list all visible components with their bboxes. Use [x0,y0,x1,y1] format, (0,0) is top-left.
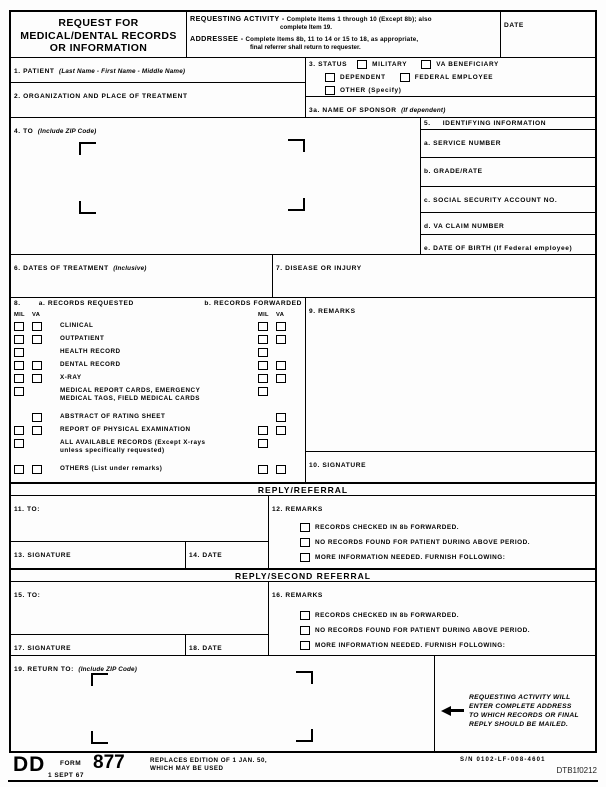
requesting-activity-label: REQUESTING ACTIVITY - [190,14,285,23]
requested-mil-checkbox[interactable] [14,348,24,357]
identifying-number: 5. [424,120,431,127]
replaces-note: REPLACES EDITION OF 1 JAN. 50, WHICH MAY BE USED [150,757,268,772]
remark-option-label: NO RECORDS FOUND FOR PATIENT DURING ABOVE PERIOD. [315,627,531,634]
requesting-activity-instruction: REQUESTING ACTIVITY - Complete Items 1 through 10 (Except 8b); also [190,14,432,23]
forwarded-mil-checkbox[interactable] [258,374,268,383]
requested-mil-checkbox[interactable] [14,439,24,448]
record-row [11,426,305,435]
status-checkbox[interactable] [400,73,410,82]
record-row [11,348,305,357]
mil-column-header: MIL [14,312,25,318]
requested-mil-checkbox[interactable] [14,426,24,435]
second-referral-remarks-label: 16. REMARKS [272,592,323,599]
reply-referral-title: REPLY/REFERRAL [257,485,349,495]
remark-option-label: NO RECORDS FOUND FOR PATIENT DURING ABOVE PERIOD. [315,539,531,546]
status-checkbox[interactable] [325,86,335,95]
forwarded-mil-checkbox[interactable] [258,439,268,448]
form-title-line: REQUEST FOR [58,17,139,29]
record-row [11,322,305,331]
dd-mark: DD [13,753,46,776]
address-bracket-top-right [296,671,313,684]
form-number: 877 [93,752,125,773]
record-row [11,335,305,344]
return-to-field [11,655,595,751]
record-label: REPORT OF PHYSICAL EXAMINATION [60,426,191,433]
ssn-field: c. SOCIAL SECURITY ACCOUNT NO. [421,187,595,213]
organization-label: 2. ORGANIZATION AND PLACE OF TREATMENT [14,93,188,100]
patient-label: 1. PATIENT [14,68,55,75]
checkbox-placeholder [276,387,286,396]
record-label: CLINICAL [60,322,94,329]
status-option-label: FEDERAL EMPLOYEE [414,74,494,81]
requested-mil-checkbox[interactable] [14,361,24,370]
forwarded-va-checkbox[interactable] [276,374,286,383]
forwarded-mil-checkbox[interactable] [258,426,268,435]
requested-va-checkbox[interactable] [32,426,42,435]
remark-checkbox[interactable] [300,538,310,547]
forwarded-mil-checkbox[interactable] [258,348,268,357]
record-label: ALL AVAILABLE RECORDS (Except X-rays unless specifically requested) [60,439,206,454]
status-option-label: DEPENDENT [340,74,386,81]
record-label: HEALTH RECORD [60,348,121,355]
referral-to-field [11,496,269,542]
remark-option-row [300,641,592,650]
identifying-title: IDENTIFYING INFORMATION [442,120,547,127]
requested-va-checkbox[interactable] [32,361,42,370]
sponsor-hint: (If dependent) [401,107,446,114]
second-referral-signature-field [11,635,186,655]
record-row [11,439,305,455]
record-label: OTHERS (List under remarks) [60,465,163,472]
second-referral-band [11,568,595,582]
requested-va-checkbox[interactable] [32,335,42,344]
checkbox-placeholder [14,413,24,422]
referral-signature-label: 13. SIGNATURE [14,552,72,559]
checkbox-placeholder [276,439,286,448]
forwarded-va-checkbox[interactable] [276,465,286,474]
requested-mil-checkbox[interactable] [14,322,24,331]
remark-checkbox[interactable] [300,553,310,562]
status-checkbox[interactable] [325,73,335,82]
sponsor-field [306,97,595,118]
record-row [11,361,305,370]
checkbox-placeholder [258,413,268,422]
instructions-block [187,12,501,58]
record-row [11,387,305,403]
date-of-birth-field: e. DATE OF BIRTH (If Federal employee) [424,245,573,252]
checkbox-placeholder [276,348,286,357]
status-option [421,60,499,69]
address-bracket-top-left [79,142,96,155]
forwarded-va-checkbox[interactable] [276,335,286,344]
addressee-instruction: ADDRESSEE - Complete Items 8b, 11 to 14 or 15 to 18, as appropriate, [190,34,419,43]
referral-date-label: 14. DATE [189,552,223,559]
checkbox-placeholder [32,348,42,357]
status-row [325,86,416,95]
signature-label: 10. SIGNATURE [309,462,367,469]
mil-column-header: MIL [258,312,269,318]
scan-id: DTB1f0212 [556,766,597,775]
remark-option-row [300,523,592,532]
referral-signature-field [11,542,186,568]
referral-date-field [186,542,269,568]
identifying-info-block [421,118,595,255]
grade-rate-field: b. GRADE/RATE [421,158,595,187]
status-option-label: OTHER (Specify) [340,87,402,94]
referral-remarks-label: 12. REMARKS [272,506,323,513]
requesting-activity-instruction-cont: complete Item 19. [280,23,332,31]
address-bracket-bottom-left [91,731,108,744]
to-hint: (Include ZIP Code) [37,128,97,135]
remark-checkbox[interactable] [300,626,310,635]
identifying-info-header [421,118,595,130]
referral-to-label: 11. TO: [14,506,41,513]
status-option [325,73,386,82]
requested-va-checkbox[interactable] [32,465,42,474]
address-bracket-top-left [91,673,108,686]
address-bracket-bottom-left [79,201,96,214]
va-column-header: VA [32,312,41,318]
second-referral-remarks-options [300,611,592,650]
requested-va-checkbox[interactable] [32,413,42,422]
requested-va-checkbox[interactable] [32,322,42,331]
return-to-hint: (Include ZIP Code) [78,666,138,673]
remark-checkbox[interactable] [300,523,310,532]
second-referral-title: REPLY/SECOND REFERRAL [235,571,371,581]
forwarded-va-checkbox[interactable] [276,413,286,422]
signature-field [306,452,595,482]
checkbox-placeholder [32,387,42,396]
requested-mil-checkbox[interactable] [14,387,24,396]
record-label: ABSTRACT OF RATING SHEET [60,413,166,420]
form-title-block [11,12,187,58]
referral-remarks-field [269,496,595,568]
records-requested-label: a. RECORDS REQUESTED [38,300,134,307]
organization-field [11,83,306,118]
address-bracket-bottom-right [288,198,305,211]
records-header [11,298,305,307]
reply-referral-band [11,482,595,496]
to-label: 4. TO [14,128,34,135]
va-column-header: VA [276,312,285,318]
status-row [325,73,507,82]
second-referral-date-label: 18. DATE [189,645,223,652]
page-bottom-rule [8,780,598,782]
record-row [11,413,305,422]
disease-injury-label: 7. DISEASE OR INJURY [276,265,362,272]
left-arrow-icon [441,706,464,716]
record-row [11,374,305,383]
status-field [306,58,595,97]
status-label: 3. STATUS [309,61,348,68]
status-row [357,60,513,69]
status-checkbox[interactable] [421,60,431,69]
dates-of-treatment-label: 6. DATES OF TREATMENT [14,265,109,272]
dates-of-treatment-hint: (Inclusive) [113,265,147,272]
remark-option-label: RECORDS CHECKED IN 8b FORWARDED. [315,524,460,531]
forwarded-mil-checkbox[interactable] [258,322,268,331]
va-claim-field: d. VA CLAIM NUMBER [421,213,595,235]
patient-field [11,58,306,83]
forwarded-mil-checkbox[interactable] [258,335,268,344]
remark-option-label: MORE INFORMATION NEEDED. FURNISH FOLLOWING: [315,642,506,649]
second-referral-remarks-field [269,582,595,655]
service-number-field: a. SERVICE NUMBER [421,130,595,158]
status-option [325,86,402,95]
patient-hint: (Last Name - First Name - Middle Name) [59,68,186,75]
remark-option-label: MORE INFORMATION NEEDED. FURNISH FOLLOWING: [315,554,506,561]
form-frame [9,10,597,753]
remark-option-row [300,538,592,547]
records-list [11,322,305,474]
second-referral-date-field [186,635,269,655]
return-to-label: 19. RETURN TO: [14,666,74,673]
referral-remarks-options [300,523,592,562]
remark-option-label: RECORDS CHECKED IN 8b FORWARDED. [315,612,460,619]
forwarded-mil-checkbox[interactable] [258,465,268,474]
forwarded-va-checkbox[interactable] [276,426,286,435]
record-label: DENTAL RECORD [60,361,121,368]
address-bracket-bottom-right [296,729,313,742]
records-number: 8. [14,300,21,307]
record-row [11,465,305,474]
disease-injury-field [273,255,595,298]
status-option-label: VA BENEFICIARY [436,61,500,68]
form-title-line: OR INFORMATION [49,42,148,54]
forwarded-va-checkbox[interactable] [276,361,286,370]
forwarded-va-checkbox[interactable] [276,322,286,331]
status-option [400,73,494,82]
remark-option-row [300,553,592,562]
forwarded-mil-checkbox[interactable] [258,387,268,396]
to-address-field [11,118,421,255]
records-forwarded-label: b. RECORDS FORWARDED [204,300,302,307]
mailing-note: REQUESTING ACTIVITY WILL ENTER COMPLETE ADDRESS TO WHICH RECORDS OR FINAL REPLY SHOULD BE MAILED. [435,656,595,751]
form-title-line: MEDICAL/DENTAL RECORDS [20,29,177,42]
second-referral-signature-label: 17. SIGNATURE [14,645,72,652]
records-column-headers [11,312,305,318]
record-label: OUTPATIENT [60,335,105,342]
status-checkbox[interactable] [357,60,367,69]
record-label: X-RAY [60,374,82,381]
requested-mil-checkbox[interactable] [14,374,24,383]
remark-option-row [300,626,592,635]
remarks-field [306,298,595,452]
requested-mil-checkbox[interactable] [14,335,24,344]
record-label: MEDICAL REPORT CARDS, EMERGENCY MEDICAL TAGS, FIELD MEDICAL CARDS [60,387,201,402]
form-edition-date: 1 SEPT 67 [48,772,84,779]
forwarded-mil-checkbox[interactable] [258,361,268,370]
status-option [357,60,407,69]
remark-option-row [300,611,592,620]
date-field [501,12,595,58]
sponsor-label: 3a. NAME OF SPONSOR [309,107,397,114]
date-label: DATE [504,22,524,29]
requested-va-checkbox[interactable] [32,374,42,383]
form-word: FORM [60,760,82,767]
addressee-label: ADDRESSEE - [190,34,244,43]
requested-mil-checkbox[interactable] [14,465,24,474]
stock-number: S/N 0102-LF-008-4601 [460,757,546,763]
remark-checkbox[interactable] [300,611,310,620]
records-block [11,298,306,482]
dates-of-treatment-field [11,255,273,298]
second-referral-to-field [11,582,269,635]
second-referral-to-label: 15. TO: [14,592,41,599]
address-bracket-top-right [288,139,305,152]
checkbox-placeholder [32,439,42,448]
status-option-label: MILITARY [372,61,408,68]
remarks-label: 9. REMARKS [309,308,356,315]
addressee-instruction-cont: final referrer shall return to requester. [250,43,361,51]
remark-checkbox[interactable] [300,641,310,650]
